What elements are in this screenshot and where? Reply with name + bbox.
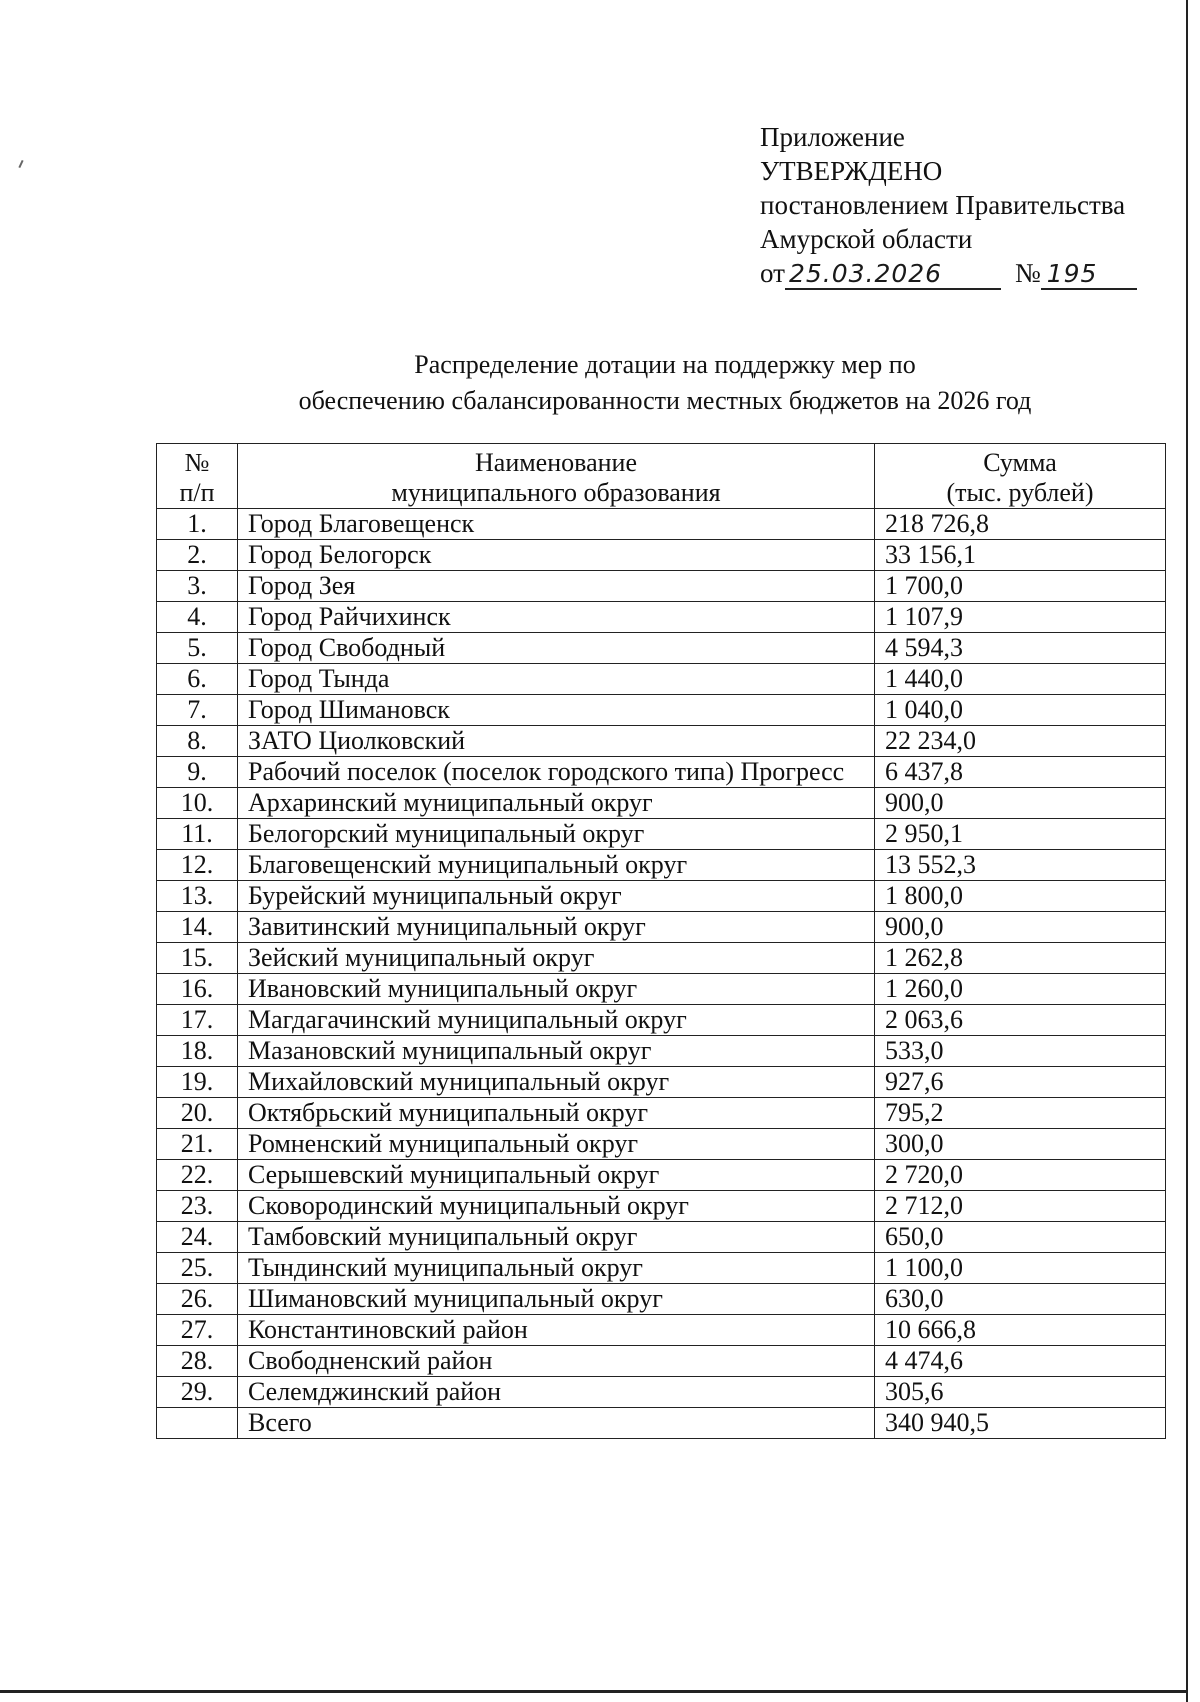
row-name: Бурейский муниципальный округ xyxy=(238,881,875,912)
table-row xyxy=(157,757,1166,788)
document-title xyxy=(150,347,1180,419)
row-number: 3. xyxy=(157,571,238,602)
row-number: 19. xyxy=(157,1067,238,1098)
row-amount: 1 107,9 xyxy=(875,602,1166,633)
row-amount: 2 063,6 xyxy=(875,1005,1166,1036)
row-amount: 630,0 xyxy=(875,1284,1166,1315)
row-name: ЗАТО Циолковский xyxy=(238,726,875,757)
row-number: 15. xyxy=(157,943,238,974)
row-number: 22. xyxy=(157,1160,238,1191)
total-number-cell xyxy=(157,1408,238,1439)
table-row xyxy=(157,1129,1166,1160)
row-number: 6. xyxy=(157,664,238,695)
row-name: Сковородинский муниципальный округ xyxy=(238,1191,875,1222)
row-name: Михайловский муниципальный округ xyxy=(238,1067,875,1098)
row-name: Тамбовский муниципальный округ xyxy=(238,1222,875,1253)
table-row xyxy=(157,943,1166,974)
row-name: Свободненский район xyxy=(238,1346,875,1377)
table-row xyxy=(157,1346,1166,1377)
table-row xyxy=(157,1284,1166,1315)
scan-edge-bottom xyxy=(0,1690,1188,1693)
row-number: 17. xyxy=(157,1005,238,1036)
row-number: 18. xyxy=(157,1036,238,1067)
row-amount: 533,0 xyxy=(875,1036,1166,1067)
date-prefix: от xyxy=(760,258,785,288)
row-name: Архаринский муниципальный округ xyxy=(238,788,875,819)
number-prefix: № xyxy=(1014,258,1041,288)
row-number: 28. xyxy=(157,1346,238,1377)
row-number: 24. xyxy=(157,1222,238,1253)
row-amount: 13 552,3 xyxy=(875,850,1166,881)
table-row xyxy=(157,1098,1166,1129)
table-row xyxy=(157,1160,1166,1191)
row-number: 11. xyxy=(157,819,238,850)
row-name: Город Свободный xyxy=(238,633,875,664)
row-name: Октябрьский муниципальный округ xyxy=(238,1098,875,1129)
row-amount: 6 437,8 xyxy=(875,757,1166,788)
handwritten-number: 195 xyxy=(1041,260,1137,290)
header-amount-line2: (тыс. рублей) xyxy=(946,478,1094,507)
row-amount: 927,6 xyxy=(875,1067,1166,1098)
row-amount: 2 720,0 xyxy=(875,1160,1166,1191)
row-name: Город Благовещенск xyxy=(238,509,875,540)
table-row xyxy=(157,509,1166,540)
row-name: Тындинский муниципальный округ xyxy=(238,1253,875,1284)
row-amount: 1 800,0 xyxy=(875,881,1166,912)
row-amount: 305,6 xyxy=(875,1377,1166,1408)
table-row xyxy=(157,1377,1166,1408)
table-row xyxy=(157,602,1166,633)
row-amount: 2 950,1 xyxy=(875,819,1166,850)
row-name: Город Шимановск xyxy=(238,695,875,726)
row-name: Город Тында xyxy=(238,664,875,695)
row-amount: 4 594,3 xyxy=(875,633,1166,664)
header-name-line2: муниципального образования xyxy=(391,478,721,507)
table-row xyxy=(157,850,1166,881)
total-amount: 340 940,5 xyxy=(875,1408,1166,1439)
table-row xyxy=(157,1315,1166,1346)
row-number: 7. xyxy=(157,695,238,726)
row-name: Серышевский муниципальный округ xyxy=(238,1160,875,1191)
title-line-1: Распределение дотации на поддержку мер по xyxy=(414,350,916,379)
row-name: Зейский муниципальный округ xyxy=(238,943,875,974)
row-name: Магдагачинский муниципальный округ xyxy=(238,1005,875,1036)
row-amount: 1 440,0 xyxy=(875,664,1166,695)
row-name: Завитинский муниципальный округ xyxy=(238,912,875,943)
row-number: 27. xyxy=(157,1315,238,1346)
appendix-label: Приложение xyxy=(760,122,905,152)
header-amount-line1: Сумма xyxy=(983,448,1057,477)
table-row xyxy=(157,1222,1166,1253)
table-row xyxy=(157,1036,1166,1067)
row-number: 14. xyxy=(157,912,238,943)
table-row xyxy=(157,1067,1166,1098)
approval-block xyxy=(760,120,1137,290)
table-row xyxy=(157,974,1166,1005)
row-amount: 650,0 xyxy=(875,1222,1166,1253)
row-name: Ромненский муниципальный округ xyxy=(238,1129,875,1160)
row-number: 8. xyxy=(157,726,238,757)
row-amount: 22 234,0 xyxy=(875,726,1166,757)
header-number-line1: № xyxy=(184,448,210,477)
table-row xyxy=(157,788,1166,819)
table-row xyxy=(157,726,1166,757)
table-header-row xyxy=(157,444,1166,509)
row-amount: 1 040,0 xyxy=(875,695,1166,726)
row-amount: 300,0 xyxy=(875,1129,1166,1160)
row-number: 1. xyxy=(157,509,238,540)
row-number: 4. xyxy=(157,602,238,633)
row-number: 13. xyxy=(157,881,238,912)
title-line-2: обеспечению сбалансированности местных бюджетов на 2026 год xyxy=(298,386,1032,415)
header-number-line2: п/п xyxy=(179,478,215,507)
row-amount: 1 700,0 xyxy=(875,571,1166,602)
row-name: Рабочий поселок (поселок городского типа) Прогресс xyxy=(238,757,875,788)
row-number: 10. xyxy=(157,788,238,819)
table-row xyxy=(157,881,1166,912)
handwritten-date: 25.03.2026 xyxy=(785,260,1001,290)
row-number: 23. xyxy=(157,1191,238,1222)
header-name-line1: Наименование xyxy=(475,448,637,477)
row-number: 29. xyxy=(157,1377,238,1408)
row-amount: 218 726,8 xyxy=(875,509,1166,540)
table-row xyxy=(157,633,1166,664)
row-number: 12. xyxy=(157,850,238,881)
header-amount xyxy=(875,444,1166,509)
row-number: 25. xyxy=(157,1253,238,1284)
table-row xyxy=(157,819,1166,850)
row-number: 20. xyxy=(157,1098,238,1129)
scan-edge-right xyxy=(1186,0,1188,1702)
row-number: 5. xyxy=(157,633,238,664)
row-name: Константиновский район xyxy=(238,1315,875,1346)
row-amount: 1 262,8 xyxy=(875,943,1166,974)
row-amount: 4 474,6 xyxy=(875,1346,1166,1377)
row-name: Город Райчихинск xyxy=(238,602,875,633)
row-amount: 900,0 xyxy=(875,788,1166,819)
total-label: Всего xyxy=(238,1408,875,1439)
table-row xyxy=(157,912,1166,943)
header-number xyxy=(157,444,238,509)
table-row xyxy=(157,1253,1166,1284)
table-row xyxy=(157,571,1166,602)
row-amount: 1 100,0 xyxy=(875,1253,1166,1284)
row-name: Город Зея xyxy=(238,571,875,602)
row-name: Мазановский муниципальный округ xyxy=(238,1036,875,1067)
approved-label: УТВЕРЖДЕНО xyxy=(760,156,943,186)
row-amount: 33 156,1 xyxy=(875,540,1166,571)
approved-by-line: постановлением Правительства xyxy=(760,190,1126,220)
header-name xyxy=(238,444,875,509)
row-name: Белогорский муниципальный округ xyxy=(238,819,875,850)
region-line: Амурской области xyxy=(760,224,973,254)
row-number: 9. xyxy=(157,757,238,788)
row-name: Благовещенский муниципальный округ xyxy=(238,850,875,881)
table-row xyxy=(157,1191,1166,1222)
row-number: 16. xyxy=(157,974,238,1005)
scan-speck xyxy=(18,160,23,168)
row-name: Ивановский муниципальный округ xyxy=(238,974,875,1005)
row-name: Селемджинский район xyxy=(238,1377,875,1408)
row-number: 21. xyxy=(157,1129,238,1160)
row-name: Шимановский муниципальный округ xyxy=(238,1284,875,1315)
decree-date-number xyxy=(760,256,1137,290)
row-number: 26. xyxy=(157,1284,238,1315)
row-amount: 900,0 xyxy=(875,912,1166,943)
distribution-table xyxy=(156,443,1166,1439)
table-row xyxy=(157,540,1166,571)
row-amount: 795,2 xyxy=(875,1098,1166,1129)
row-amount: 1 260,0 xyxy=(875,974,1166,1005)
row-amount: 10 666,8 xyxy=(875,1315,1166,1346)
table-row xyxy=(157,664,1166,695)
row-number: 2. xyxy=(157,540,238,571)
total-row xyxy=(157,1408,1166,1439)
row-amount: 2 712,0 xyxy=(875,1191,1166,1222)
table-row xyxy=(157,1005,1166,1036)
row-name: Город Белогорск xyxy=(238,540,875,571)
table-row xyxy=(157,695,1166,726)
